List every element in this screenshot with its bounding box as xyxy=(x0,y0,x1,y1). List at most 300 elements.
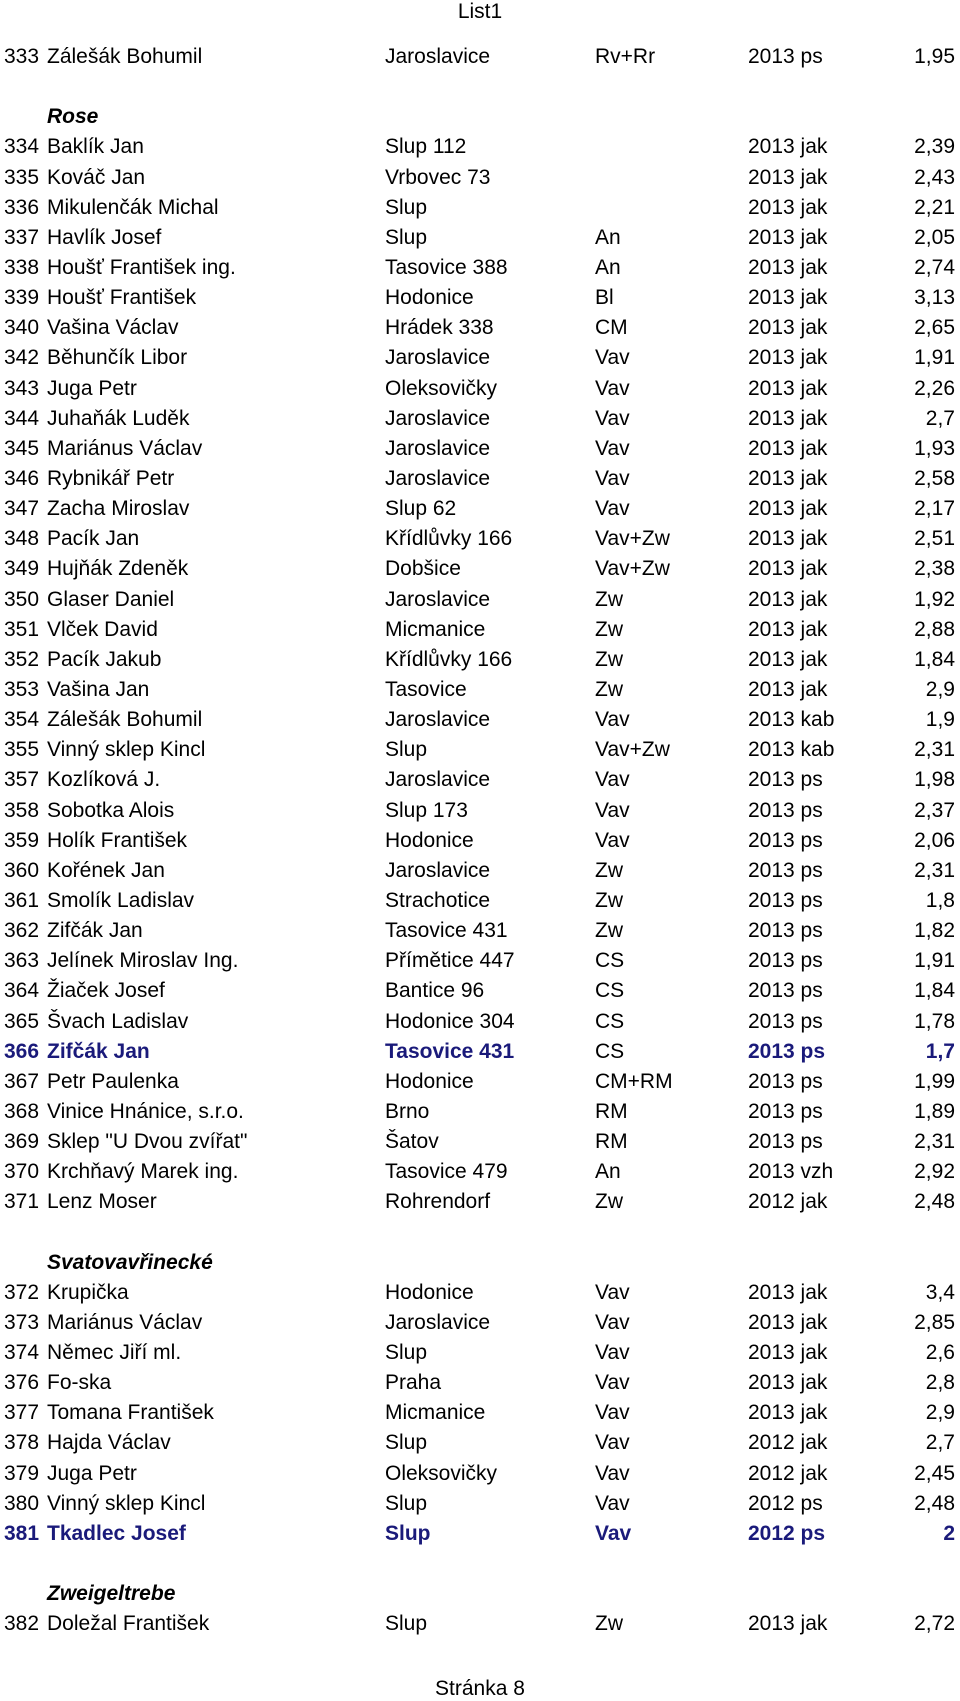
entry-name: Jelínek Miroslav Ing. xyxy=(47,949,239,973)
entry-value: 2,17 xyxy=(914,497,955,521)
table-row xyxy=(0,1519,960,1549)
entry-variety: CS xyxy=(595,979,625,1003)
table-row xyxy=(0,1428,960,1458)
table-row xyxy=(0,374,960,404)
entry-number: 370 xyxy=(4,1160,40,1184)
entry-place: Tasovice 431 xyxy=(385,1039,515,1063)
entry-value: 2,58 xyxy=(914,466,955,490)
entry-name: Pacík Jan xyxy=(47,527,140,551)
entry-place: Slup xyxy=(385,1612,428,1636)
entry-place: Bantice 96 xyxy=(385,979,485,1003)
table-row xyxy=(0,916,960,946)
entry-year: 2013 jak xyxy=(748,406,828,430)
entry-value: 2,88 xyxy=(914,617,955,641)
entry-variety: Vav xyxy=(595,1280,630,1304)
table-row xyxy=(0,976,960,1006)
entry-number: 372 xyxy=(4,1280,40,1304)
entry-name: Mariánus Václav xyxy=(47,436,203,460)
entry-value: 2,38 xyxy=(914,557,955,581)
entry-place: Tasovice 388 xyxy=(385,255,508,279)
entry-number: 367 xyxy=(4,1069,40,1093)
entry-place: Hodonice 304 xyxy=(385,1009,515,1033)
entry-place: Jaroslavice xyxy=(385,406,491,430)
entry-value: 2,72 xyxy=(914,1612,955,1636)
entry-number: 376 xyxy=(4,1371,40,1395)
entry-name: Houšť František ing. xyxy=(47,255,236,279)
table-row xyxy=(0,615,960,645)
entry-value: 2,43 xyxy=(914,165,955,189)
entry-number: 345 xyxy=(4,436,40,460)
entry-name: Vinice Hnánice, s.r.o. xyxy=(47,1099,244,1123)
entry-name: Mikulenčák Michal xyxy=(47,195,219,219)
entry-variety: Vav xyxy=(595,436,630,460)
entry-place: Šatov xyxy=(385,1130,439,1154)
entry-number: 359 xyxy=(4,828,40,852)
entry-variety: Zw xyxy=(595,677,623,701)
entry-number: 348 xyxy=(4,527,40,551)
entry-number: 364 xyxy=(4,979,40,1003)
entry-variety: Zw xyxy=(595,1190,623,1214)
entry-name: Kováč Jan xyxy=(47,165,146,189)
entry-place: Vrbovec 73 xyxy=(385,165,491,189)
table-row xyxy=(0,524,960,554)
entry-name: Petr Paulenka xyxy=(47,1069,179,1093)
entry-year: 2013 vzh xyxy=(748,1160,834,1184)
entry-variety: An xyxy=(595,225,621,249)
entry-number: 350 xyxy=(4,587,40,611)
table-row xyxy=(0,253,960,283)
entry-number: 379 xyxy=(4,1461,40,1485)
entry-variety: Vav xyxy=(595,1341,630,1365)
entry-name: Baklík Jan xyxy=(47,135,144,159)
table-row xyxy=(0,1308,960,1338)
entry-number: 377 xyxy=(4,1401,40,1425)
entry-year: 2013 jak xyxy=(748,677,828,701)
entry-place: Rohrendorf xyxy=(385,1190,491,1214)
entry-value: 2,8 xyxy=(925,1371,955,1395)
entry-year: 2013 jak xyxy=(748,466,828,490)
page-footer: Stránka 8 xyxy=(435,1677,525,1700)
table-row xyxy=(0,1157,960,1187)
entry-value: 2,37 xyxy=(914,798,955,822)
entry-year: 2013 ps xyxy=(748,1009,823,1033)
entry-value: 2,74 xyxy=(914,255,955,279)
table-row xyxy=(0,42,960,72)
table-row xyxy=(0,1398,960,1428)
entry-variety: Vav+Zw xyxy=(595,527,670,551)
entry-place: Jaroslavice xyxy=(385,1310,491,1334)
entry-place: Jaroslavice xyxy=(385,858,491,882)
entry-number: 360 xyxy=(4,858,40,882)
table-row xyxy=(0,856,960,886)
table-row xyxy=(0,585,960,615)
entry-year: 2013 jak xyxy=(748,647,828,671)
entry-place: Slup 62 xyxy=(385,497,457,521)
entry-name: Zálešák Bohumil xyxy=(47,45,203,68)
entry-variety: Vav+Zw xyxy=(595,738,670,762)
entry-number: 381 xyxy=(4,1521,40,1545)
table-row xyxy=(0,826,960,856)
table-row xyxy=(0,163,960,193)
entry-name: Havlík Josef xyxy=(47,225,162,249)
entry-year: 2013 jak xyxy=(748,1341,828,1365)
entry-variety: Vav xyxy=(595,768,630,792)
entry-year: 2013 jak xyxy=(748,195,828,219)
entry-year: 2013 jak xyxy=(748,1310,828,1334)
entry-number: 369 xyxy=(4,1130,40,1154)
entry-name: Glaser Daniel xyxy=(47,587,175,611)
entry-value: 1,8 xyxy=(925,888,955,912)
entry-variety: Rv+Rr xyxy=(595,45,656,68)
entry-name: Houšť František xyxy=(47,286,197,310)
entry-name: Tomana František xyxy=(47,1401,214,1425)
entry-place: Slup 112 xyxy=(385,135,467,159)
entry-year: 2013 jak xyxy=(748,316,828,340)
entry-place: Tasovice 479 xyxy=(385,1160,508,1184)
entry-value: 1,9 xyxy=(925,708,955,732)
entry-year: 2013 ps xyxy=(748,768,823,792)
table-row xyxy=(0,283,960,313)
entry-year: 2012 jak xyxy=(748,1431,828,1455)
entry-name: Kozlíková J. xyxy=(47,768,161,792)
entry-value: 2,9 xyxy=(925,1401,955,1425)
entry-name: Krupička xyxy=(47,1280,129,1304)
entry-name: Pacík Jakub xyxy=(47,647,162,671)
entry-value: 1,89 xyxy=(914,1099,955,1123)
entry-value: 2,48 xyxy=(914,1190,955,1214)
entry-value: 2,65 xyxy=(914,316,955,340)
entry-variety: Vav xyxy=(595,1401,630,1425)
wine-list xyxy=(0,42,960,1639)
entry-variety: Zw xyxy=(595,617,623,641)
entry-variety: Bl xyxy=(595,286,614,310)
entry-year: 2013 kab xyxy=(748,738,835,762)
table-row xyxy=(0,223,960,253)
entry-variety: Vav xyxy=(595,1310,630,1334)
entry-variety: Vav xyxy=(595,828,630,852)
entry-place: Slup 173 xyxy=(385,798,468,822)
entry-value: 2,31 xyxy=(914,738,955,762)
entry-place: Tasovice xyxy=(385,677,467,701)
entry-value: 2,7 xyxy=(925,406,955,430)
entry-number: 346 xyxy=(4,466,40,490)
entry-number: 357 xyxy=(4,768,40,792)
entry-place: Slup xyxy=(385,738,428,762)
entry-name: Vinný sklep Kincl xyxy=(47,1491,206,1515)
entry-place: Jaroslavice xyxy=(385,466,491,490)
entry-variety: CM+RM xyxy=(595,1069,673,1093)
entry-name: Vlček David xyxy=(47,617,158,641)
entry-value: 2,31 xyxy=(914,1130,955,1154)
entry-value: 2,48 xyxy=(914,1491,955,1515)
entry-year: 2013 ps xyxy=(748,919,823,943)
entry-number: 340 xyxy=(4,316,40,340)
entry-year: 2012 ps xyxy=(748,1521,826,1545)
entry-place: Hodonice xyxy=(385,828,474,852)
entry-number: 347 xyxy=(4,497,40,521)
entry-variety: CS xyxy=(595,949,625,973)
entry-name: Vinný sklep Kincl xyxy=(47,738,206,762)
section-heading xyxy=(0,102,960,132)
entry-place: Tasovice 431 xyxy=(385,919,508,943)
table-row xyxy=(0,1037,960,1067)
table-row xyxy=(0,132,960,162)
entry-value: 2,06 xyxy=(914,828,955,852)
entry-value: 3,4 xyxy=(925,1280,955,1304)
entry-name: Sobotka Alois xyxy=(47,798,175,822)
entry-variety: Vav xyxy=(595,346,630,370)
entry-place: Jaroslavice xyxy=(385,768,491,792)
entry-number: 338 xyxy=(4,255,40,279)
entry-name: Němec Jiří ml. xyxy=(47,1341,182,1365)
table-row xyxy=(0,735,960,765)
table-row xyxy=(0,494,960,524)
entry-year: 2013 jak xyxy=(748,557,828,581)
entry-name: Hujňák Zdeněk xyxy=(47,557,189,581)
entry-number: 351 xyxy=(4,617,40,641)
table-row xyxy=(0,1368,960,1398)
entry-place: Jaroslavice xyxy=(385,45,491,68)
entry-place: Slup xyxy=(385,1431,428,1455)
entry-value: 2,85 xyxy=(914,1310,955,1334)
table-row xyxy=(0,796,960,826)
entry-number: 358 xyxy=(4,798,40,822)
entry-name: Vašina Jan xyxy=(47,677,150,701)
entry-name: Lenz Moser xyxy=(47,1190,157,1214)
entry-place: Jaroslavice xyxy=(385,436,491,460)
entry-number: 374 xyxy=(4,1341,40,1365)
table-row xyxy=(0,1007,960,1037)
entry-number: 336 xyxy=(4,195,40,219)
entry-variety: Vav+Zw xyxy=(595,557,670,581)
entry-year: 2013 jak xyxy=(748,617,828,641)
entry-year: 2013 jak xyxy=(748,1401,828,1425)
entry-place: Hodonice xyxy=(385,1069,474,1093)
entry-name: Rybnikář Petr xyxy=(47,466,175,490)
entry-value: 1,99 xyxy=(914,1069,955,1093)
entry-number: 337 xyxy=(4,225,40,249)
entry-variety: CM xyxy=(595,316,628,340)
entry-place: Hrádek 338 xyxy=(385,316,494,340)
entry-year: 2013 jak xyxy=(748,587,828,611)
entry-number: 335 xyxy=(4,165,40,189)
entry-number: 352 xyxy=(4,647,40,671)
entry-variety: Vav xyxy=(595,1521,632,1545)
entry-number: 349 xyxy=(4,557,40,581)
entry-place: Praha xyxy=(385,1371,442,1395)
table-row xyxy=(0,705,960,735)
entry-variety: Zw xyxy=(595,587,623,611)
table-row xyxy=(0,946,960,976)
entry-value: 1,93 xyxy=(914,436,955,460)
entry-number: 380 xyxy=(4,1491,40,1515)
entry-value: 2,21 xyxy=(914,195,955,219)
entry-variety: Vav xyxy=(595,497,630,521)
entry-variety: Vav xyxy=(595,1461,630,1485)
entry-value: 2,7 xyxy=(925,1431,955,1455)
entry-place: Slup xyxy=(385,195,428,219)
entry-number: 366 xyxy=(4,1039,40,1063)
entry-year: 2012 ps xyxy=(748,1491,823,1515)
entry-name: Švach Ladislav xyxy=(47,1009,189,1033)
entry-value: 1,84 xyxy=(914,647,955,671)
entry-name: Zifčák Jan xyxy=(47,919,143,943)
entry-value: 2,51 xyxy=(914,527,955,551)
entry-value: 1,91 xyxy=(914,346,955,370)
entry-place: Křídlůvky 166 xyxy=(385,647,513,671)
table-row xyxy=(0,1338,960,1368)
entry-name: Hajda Václav xyxy=(47,1431,171,1455)
entry-number: 339 xyxy=(4,286,40,310)
entry-value: 1,95 xyxy=(914,45,955,68)
entry-year: 2013 jak xyxy=(748,1612,828,1636)
entry-variety: Zw xyxy=(595,888,623,912)
entry-place: Hodonice xyxy=(385,286,474,310)
entry-variety: CS xyxy=(595,1039,625,1063)
entry-place: Jaroslavice xyxy=(385,587,491,611)
entry-variety: RM xyxy=(595,1099,628,1123)
entry-variety: An xyxy=(595,1160,621,1184)
entry-value: 2,31 xyxy=(914,858,955,882)
entry-number: 373 xyxy=(4,1310,40,1334)
table-row xyxy=(0,645,960,675)
entry-year: 2013 jak xyxy=(748,497,828,521)
entry-variety: Vav xyxy=(595,406,630,430)
entry-number: 371 xyxy=(4,1190,40,1214)
entry-place: Jaroslavice xyxy=(385,708,491,732)
entry-place: Slup xyxy=(385,1491,428,1515)
entry-name: Juga Petr xyxy=(47,1461,137,1485)
entry-variety: Zw xyxy=(595,1612,623,1636)
table-row xyxy=(0,313,960,343)
entry-number: 363 xyxy=(4,949,40,973)
entry-year: 2013 ps xyxy=(748,949,823,973)
entry-number: 343 xyxy=(4,376,40,400)
entry-value: 2,92 xyxy=(914,1160,955,1184)
table-row xyxy=(0,434,960,464)
table-row xyxy=(0,554,960,584)
entry-variety: Vav xyxy=(595,798,630,822)
entry-value: 1,98 xyxy=(914,768,955,792)
entry-year: 2013 jak xyxy=(748,346,828,370)
entry-value: 2 xyxy=(943,1521,955,1545)
entry-variety: Vav xyxy=(595,466,630,490)
entry-name: Krchňavý Marek ing. xyxy=(47,1160,239,1184)
entry-year: 2013 jak xyxy=(748,225,828,249)
entry-place: Slup xyxy=(385,1521,431,1545)
entry-name: Fo-ska xyxy=(47,1371,112,1395)
entry-year: 2013 ps xyxy=(748,798,823,822)
table-row xyxy=(0,464,960,494)
entry-number: 342 xyxy=(4,346,40,370)
spacer xyxy=(0,1549,960,1579)
table-row xyxy=(0,1609,960,1639)
entry-name: Holík František xyxy=(47,828,188,852)
entry-variety: Zw xyxy=(595,858,623,882)
entry-name: Běhunčík Libor xyxy=(47,346,188,370)
entry-place: Micmanice xyxy=(385,1401,486,1425)
entry-year: 2013 ps xyxy=(748,45,823,68)
entry-value: 2,26 xyxy=(914,376,955,400)
entry-value: 1,91 xyxy=(914,949,955,973)
entry-number: 382 xyxy=(4,1612,40,1636)
table-row xyxy=(0,1067,960,1097)
table-row xyxy=(0,193,960,223)
section-heading xyxy=(0,1248,960,1278)
entry-year: 2013 ps xyxy=(748,828,823,852)
entry-year: 2013 ps xyxy=(748,979,823,1003)
entry-name: Zálešák Bohumil xyxy=(47,708,203,732)
entry-year: 2013 jak xyxy=(748,527,828,551)
entry-variety: Vav xyxy=(595,1491,630,1515)
entry-variety: An xyxy=(595,255,621,279)
entry-variety: Vav xyxy=(595,708,630,732)
entry-name: Doležal František xyxy=(47,1612,210,1636)
entry-place: Jaroslavice xyxy=(385,346,491,370)
entry-place: Strachotice xyxy=(385,888,491,912)
entry-year: 2013 jak xyxy=(748,1280,828,1304)
entry-year: 2013 jak xyxy=(748,436,828,460)
entry-year: 2013 ps xyxy=(748,1099,823,1123)
entry-number: 353 xyxy=(4,677,40,701)
entry-place: Slup xyxy=(385,225,428,249)
entry-year: 2013 ps xyxy=(748,858,823,882)
entry-year: 2013 jak xyxy=(748,376,828,400)
entry-variety: Vav xyxy=(595,376,630,400)
entry-name: Zacha Miroslav xyxy=(47,497,190,521)
entry-variety: Vav xyxy=(595,1371,630,1395)
entry-name: Sklep "U Dvou zvířat" xyxy=(47,1130,248,1154)
entry-place: Slup xyxy=(385,1341,428,1365)
entry-year: 2013 ps xyxy=(748,1069,823,1093)
entry-value: 1,82 xyxy=(914,919,955,943)
entry-name: Smolík Ladislav xyxy=(47,888,195,912)
table-row xyxy=(0,1127,960,1157)
table-row xyxy=(0,1489,960,1519)
entry-name: Žiaček Josef xyxy=(47,979,165,1003)
section-title: Zweigeltrebe xyxy=(47,1582,176,1606)
entry-number: 334 xyxy=(4,135,40,159)
section-heading xyxy=(0,1579,960,1609)
entry-variety: CS xyxy=(595,1009,625,1033)
entry-number: 368 xyxy=(4,1099,40,1123)
entry-year: 2013 jak xyxy=(748,1371,828,1395)
entry-place: Brno xyxy=(385,1099,430,1123)
table-row xyxy=(0,343,960,373)
entry-number: 378 xyxy=(4,1431,40,1455)
entry-name: Zifčák Jan xyxy=(47,1039,150,1063)
entry-year: 2013 jak xyxy=(748,255,828,279)
entry-place: Přímětice 447 xyxy=(385,949,515,973)
entry-year: 2013 ps xyxy=(748,888,823,912)
table-row xyxy=(0,404,960,434)
entry-place: Dobšice xyxy=(385,557,461,581)
entry-number: 361 xyxy=(4,888,40,912)
sheet-title: List1 xyxy=(457,0,503,23)
entry-value: 1,92 xyxy=(914,587,955,611)
entry-value: 1,7 xyxy=(925,1039,955,1063)
entry-place: Oleksovičky xyxy=(385,1461,498,1485)
entry-year: 2012 jak xyxy=(748,1190,828,1214)
entry-year: 2013 jak xyxy=(748,135,828,159)
entry-value: 2,6 xyxy=(925,1341,955,1365)
entry-year: 2012 jak xyxy=(748,1461,828,1485)
entry-place: Hodonice xyxy=(385,1280,474,1304)
table-row xyxy=(0,675,960,705)
entry-name: Mariánus Václav xyxy=(47,1310,203,1334)
spacer xyxy=(0,1217,960,1247)
table-row xyxy=(0,1459,960,1489)
